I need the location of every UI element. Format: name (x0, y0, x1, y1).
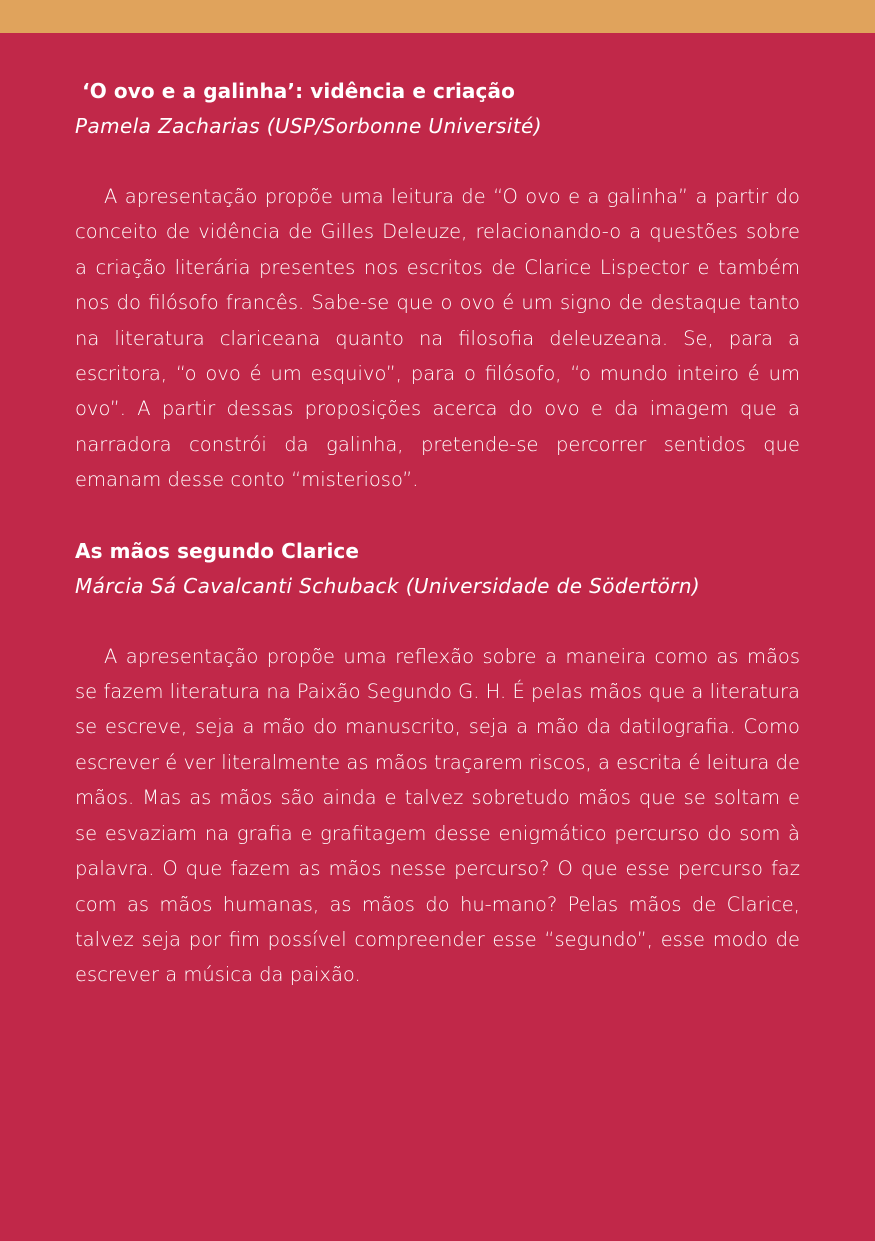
section-author: Pamela Zacharias (USP/Sorbonne Université) (75, 114, 542, 138)
document-body (75, 74, 800, 993)
abstract-section-ovo-galinha (75, 74, 800, 498)
section-abstract: A apresentação propõe uma reflexão sobre a maneira como as mãos se fazem literatura na Paixão Segundo G. H. É pelas mãos que a literatura se escreve, seja a mão do manuscrito, seja a mão da datilografia. Como escrever é ver literalmente as mãos traçarem riscos, a escrita é leitura de mãos. Mas as mãos são ainda e talvez sobretudo mãos que se soltam e se esvaziam na grafia e grafitagem desse enigmático percurso do som à palavra. O que fazem as mãos nesse percurso? O que esse percurso faz com as mãos humanas, as mãos do hu-mano? Pelas mãos de Clarice, talvez seja por fim possível compreender esse “segundo”, esse modo de escrever a música da paixão. (75, 644, 800, 987)
abstract-section-maos-clarice (75, 534, 800, 993)
section-title: As mãos segundo Clarice (75, 538, 360, 563)
top-accent-band (0, 0, 875, 33)
section-abstract: A apresentação propõe uma leitura de “O ovo e a galinha” a partir do conceito de vidência de Gilles Deleuze, relacionando-o a questões sobre a criação literária presentes nos escritos de Clarice Lispector e também nos do filósofo francês. Sabe-se que o ovo é um signo de destaque tanto na literatura clariceana quanto na filosofia deleuzeana. Se, para a escritora, “o ovo é um esquivo”, para o filósofo, “o mundo inteiro é um ovo”. A partir dessas proposições acerca do ovo e da imagem que a narradora constrói da galinha, pretende-se percorrer sentidos que emanam desse conto “misterioso”. (75, 185, 800, 492)
section-title: ‘O ovo e a galinha’: vidência e criação (75, 79, 515, 103)
section-author: Márcia Sá Cavalcanti Schuback (Universidade de Södertörn) (75, 573, 701, 598)
